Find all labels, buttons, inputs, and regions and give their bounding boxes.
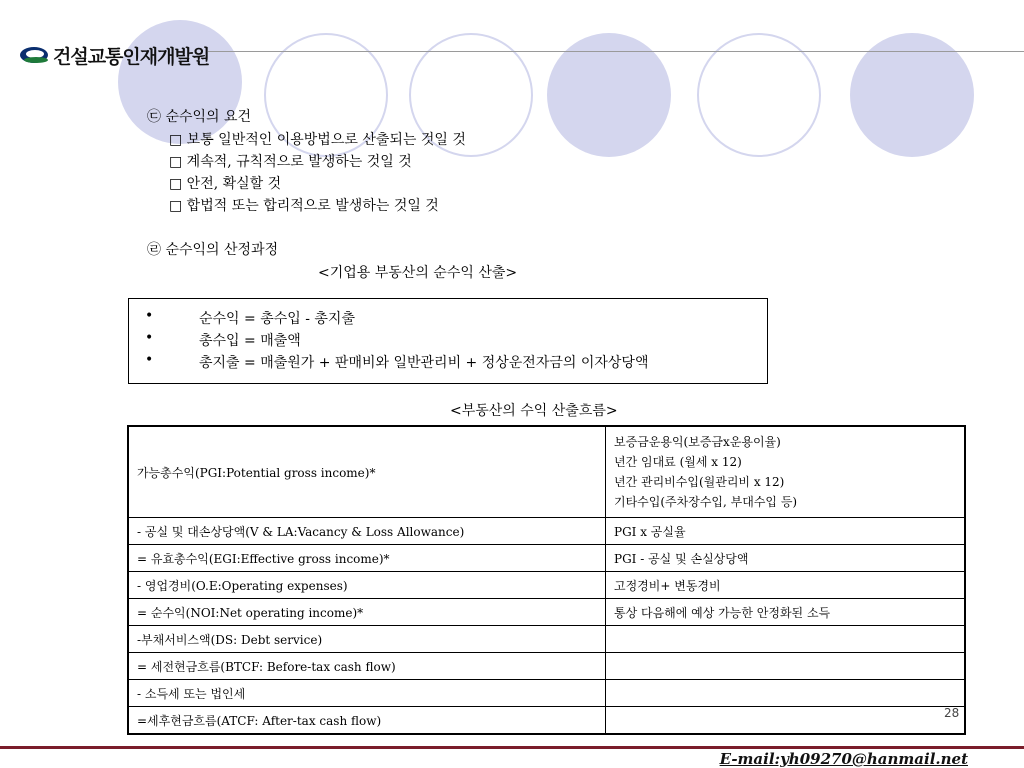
- table-row: [128, 545, 965, 572]
- page-number: 28: [944, 706, 960, 720]
- formula-line-3: 총지출 = 매출원가 + 판매비와 일반관리비 + 정상운전자금의 이자상당액: [199, 355, 649, 371]
- table-row: [128, 707, 965, 735]
- logo-emblem-icon: [20, 45, 50, 65]
- table-cell-line: 기타수입(주차장수입, 부대수입 등): [614, 495, 798, 509]
- formula-line-2: 총수입 = 매출액: [199, 333, 301, 349]
- header-rule: [208, 51, 1024, 52]
- org-logo: [20, 42, 209, 68]
- table-row: [128, 426, 965, 518]
- table-cell: [606, 426, 966, 518]
- table-row: [128, 680, 965, 707]
- section-c-item-3: □ 안전, 확실할 것: [169, 176, 282, 192]
- table-cell: = 유효총수익(EGI:Effective gross income)*: [128, 545, 606, 572]
- section-c-heading: ㉢ 순수익의 요건: [147, 109, 252, 125]
- table-cell: - 소득세 또는 법인세: [128, 680, 606, 707]
- section-c-item-2: □ 계속적, 규칙적으로 발생하는 것일 것: [169, 154, 412, 170]
- table-cell: [606, 707, 966, 735]
- table-cell-line: 년간 관리비수입(월관리비 x 12): [614, 475, 785, 489]
- formula-box: [128, 298, 768, 384]
- bullet: •: [145, 308, 154, 324]
- section-d-heading: ㉣ 순수익의 산정과정: [147, 242, 279, 258]
- income-flow-table: [127, 425, 966, 735]
- section-d-subtitle: <기업용 부동산의 순수익 산출>: [318, 265, 518, 281]
- section-c-item-4: □ 합법적 또는 합리적으로 발생하는 것일 것: [169, 198, 439, 214]
- table-cell-line: 보증금운용익(보증금x운용이율): [614, 435, 781, 449]
- table-cell: 고정경비+ 변동경비: [606, 572, 966, 599]
- table-cell: - 영업경비(O.E:Operating expenses): [128, 572, 606, 599]
- table-cell: [606, 626, 966, 653]
- table-cell: = 세전현금흐름(BTCF: Before-tax cash flow): [128, 653, 606, 680]
- contact-email-link[interactable]: E-mail:yh09270@hanmail.net: [719, 750, 968, 768]
- table-cell: PGI - 공실 및 손실상당액: [606, 545, 966, 572]
- table-cell: 통상 다음해에 예상 가능한 안정화된 소득: [606, 599, 966, 626]
- table-cell: PGI x 공실율: [606, 518, 966, 545]
- table-cell: =세후현금흐름(ATCF: After-tax cash flow): [128, 707, 606, 735]
- table-row: [128, 626, 965, 653]
- flow-table-title: <부동산의 수익 산출흐름>: [450, 403, 618, 419]
- table-cell: [606, 680, 966, 707]
- table-row: [128, 518, 965, 545]
- table-cell: = 순수익(NOI:Net operating income)*: [128, 599, 606, 626]
- logo-text: 건설교통인재개발원: [53, 45, 210, 68]
- table-row: [128, 599, 965, 626]
- table-cell-line: 년간 임대료 (월세 x 12): [614, 455, 742, 469]
- footer-rule: [0, 746, 1024, 749]
- table-row: [128, 653, 965, 680]
- table-cell: 가능총수익(PGI:Potential gross income)*: [128, 426, 606, 518]
- table-row: [128, 572, 965, 599]
- table-cell: -부채서비스액(DS: Debt service): [128, 626, 606, 653]
- formula-line-1: 순수익 = 총수입 - 총지출: [199, 311, 355, 327]
- table-cell: [606, 653, 966, 680]
- section-c-item-1: □ 보통 일반적인 이용방법으로 산출되는 것일 것: [169, 132, 466, 148]
- table-cell: - 공실 및 대손상당액(V & LA:Vacancy & Loss Allowance): [128, 518, 606, 545]
- bullet: •: [145, 352, 154, 368]
- bullet: •: [145, 330, 154, 346]
